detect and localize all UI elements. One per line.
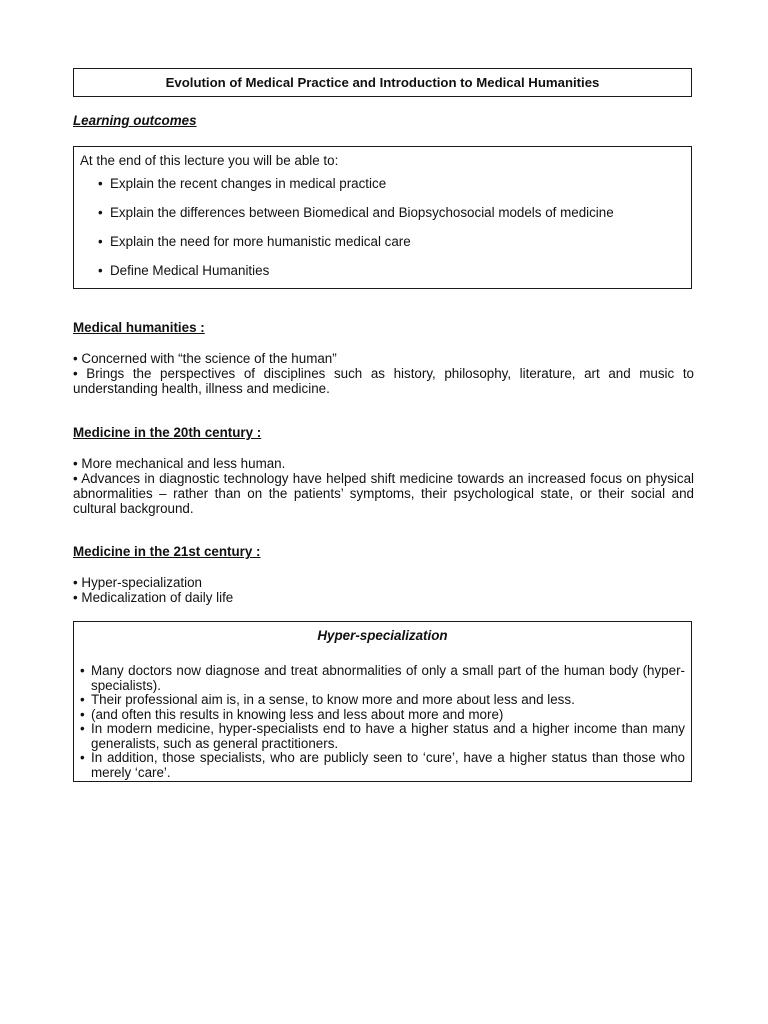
- list-item: [80, 664, 685, 693]
- list-item-text: Many doctors now diagnose and treat abnormalities of only a small part of the human body (hyper-specialists).: [91, 663, 685, 693]
- paragraph-line: • More mechanical and less human.: [73, 456, 286, 471]
- learning-outcomes-heading: Learning outcomes: [73, 113, 197, 128]
- hyper-specialization-list: [80, 664, 685, 780]
- paragraph-line: • Concerned with “the science of the human”: [73, 351, 337, 366]
- learning-outcomes-box: [73, 146, 692, 289]
- paragraph-line: • Brings the perspectives of disciplines such as history, philosophy, literature, art and music to understanding health, illness and medicine.: [73, 366, 694, 396]
- list-item: [98, 262, 685, 279]
- list-item: [80, 693, 685, 708]
- paragraph-line: • Hyper-specialization: [73, 575, 202, 590]
- list-item-text: Explain the differences between Biomedical and Biopsychosocial models of medicine: [110, 205, 614, 220]
- list-item: [80, 751, 685, 780]
- learning-outcomes-intro: At the end of this lecture you will be able to:: [80, 153, 339, 168]
- list-item: [98, 233, 685, 250]
- list-item-text: Define Medical Humanities: [110, 263, 270, 278]
- medicine-21st-heading: Medicine in the 21st century :: [73, 544, 261, 559]
- medicine-20th-text: [73, 456, 694, 516]
- hyper-specialization-heading: Hyper-specialization: [317, 628, 448, 643]
- hyper-specialization-box: [73, 621, 692, 782]
- medicine-20th-heading: Medicine in the 20th century :: [73, 425, 262, 440]
- paragraph-line: • Medicalization of daily life: [73, 590, 234, 605]
- list-item: [80, 708, 685, 723]
- list-item: [98, 175, 685, 192]
- list-item-text: Explain the need for more humanistic medical care: [110, 234, 411, 249]
- medical-humanities-heading: Medical humanities :: [73, 320, 205, 335]
- list-item: [80, 722, 685, 751]
- list-item: [98, 204, 685, 221]
- list-item-text: In addition, those specialists, who are publicly seen to ‘cure’, have a higher status than those who merely ‘care’.: [91, 750, 685, 780]
- list-item-text: Explain the recent changes in medical practice: [110, 176, 387, 191]
- list-item-text: (and often this results in knowing less and less about more and more): [91, 706, 504, 722]
- paragraph-line: • Advances in diagnostic technology have helped shift medicine towards an increased focus on physical abnormalities – rather than on the patients’ symptoms, their psychological state, or their social and cultural background.: [73, 471, 694, 516]
- medicine-21st-text: [73, 575, 694, 605]
- document-title: Evolution of Medical Practice and Introduction to Medical Humanities: [73, 68, 692, 97]
- learning-outcomes-list: [80, 175, 685, 279]
- medical-humanities-text: [73, 351, 694, 396]
- list-item-text: Their professional aim is, in a sense, to know more and more about less and less.: [91, 692, 575, 707]
- list-item-text: In modern medicine, hyper-specialists end to have a higher status and a higher income than many generalists, such as general practitioners.: [91, 721, 685, 751]
